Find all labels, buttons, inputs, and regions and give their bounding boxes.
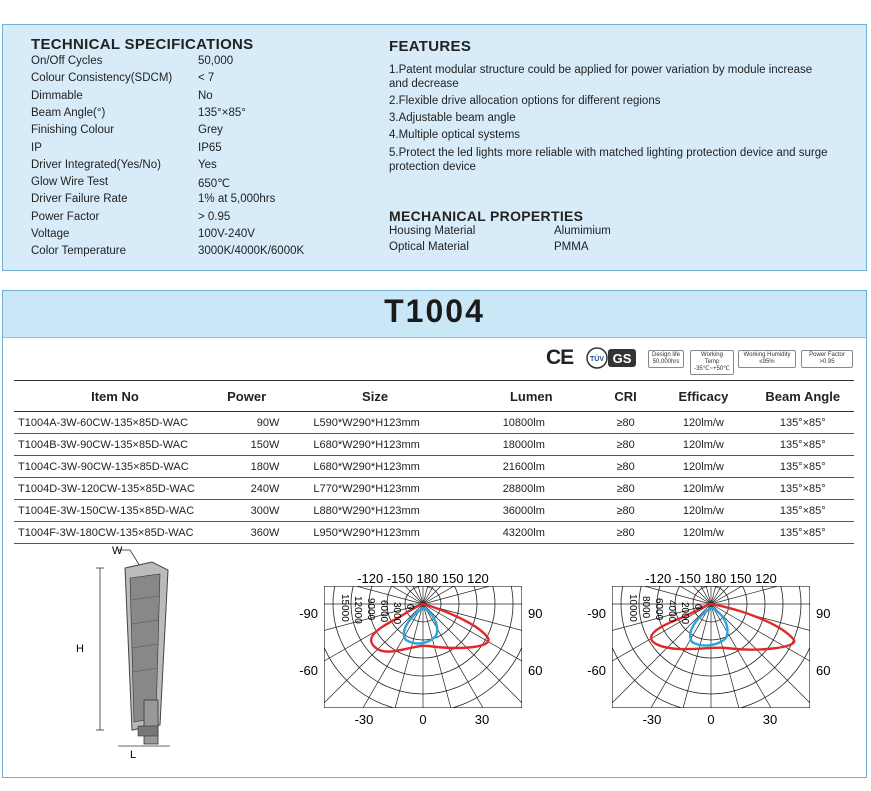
angle-label: 60 <box>816 663 831 678</box>
table-cell: 120lm/w <box>655 456 751 478</box>
spec-value: No <box>198 89 213 102</box>
col-lumen: Lumen <box>468 381 596 412</box>
badge-design-life <box>648 350 684 368</box>
feature-item: 4.Multiple optical systems <box>389 129 521 141</box>
model-title: T1004 <box>384 293 485 329</box>
badge-value: >0.95 <box>819 359 835 365</box>
spec-key: Beam Angle(°) <box>31 106 106 119</box>
ring-label: 6000 <box>653 598 664 621</box>
angle-label: -60 <box>587 663 606 678</box>
feature-item: 5.Protect the led lights more reliable with matched lighting protection device and surge protection device <box>389 147 828 173</box>
table-row <box>14 456 854 478</box>
table-cell: 135°×85° <box>751 522 854 544</box>
spec-value: 100V-240V <box>198 228 255 240</box>
dim-w-label: W <box>112 545 123 557</box>
table-cell: 120lm/w <box>655 500 751 522</box>
spec-key: Driver Failure Rate <box>31 193 128 206</box>
table-cell: 135°×85° <box>751 478 854 500</box>
table-cell: 360W <box>213 522 284 544</box>
mechanical-heading: MECHANICAL PROPERTIES <box>389 208 584 224</box>
table-cell: T1004C-3W-90CW-135×85D-WAC <box>14 456 213 478</box>
table-cell: 18000lm <box>468 434 596 456</box>
polar-diagram-2 <box>576 568 846 733</box>
polar-grid <box>288 568 558 733</box>
angle-label: -30 <box>642 712 662 727</box>
luminaire-drawing <box>70 540 190 762</box>
luminaire-body <box>125 562 168 744</box>
table-cell: 135°×85° <box>751 434 854 456</box>
table-body <box>14 412 854 544</box>
ring-label: 4000 <box>666 600 677 623</box>
table-row <box>14 434 854 456</box>
angle-label: -60 <box>299 663 318 678</box>
table-cell: T1004F-3W-180CW-135×85D-WAC <box>14 522 213 544</box>
mech-value: Alumimium <box>554 225 611 237</box>
table-cell: 21600lm <box>468 456 596 478</box>
table-cell: ≥80 <box>596 500 655 522</box>
spec-key: Driver Integrated(Yes/No) <box>31 158 161 171</box>
spec-value: > 0.95 <box>198 210 231 223</box>
spec-key: Finishing Colour <box>31 124 115 137</box>
angle-label-top: -120 -150 180 150 120 <box>357 571 489 586</box>
col-item-no: Item No <box>14 381 213 412</box>
ring-label: 6000 <box>378 600 389 623</box>
table-cell: 300W <box>213 500 284 522</box>
table-cell: 120lm/w <box>655 412 751 434</box>
table-cell: T1004B-3W-90CW-135×85D-WAC <box>14 434 213 456</box>
spec-panel <box>2 24 867 271</box>
angle-label: 90 <box>528 606 543 621</box>
col-beam-angle: Beam Angle <box>751 381 854 412</box>
spec-key: Power Factor <box>31 210 100 223</box>
angle-label: 60 <box>528 663 543 678</box>
title-bar <box>3 291 866 338</box>
badge-working-humidity <box>738 350 796 368</box>
dim-h-label: H <box>76 643 84 655</box>
polar-grid <box>576 568 846 733</box>
technical-heading: TECHNICAL SPECIFICATIONS <box>31 36 254 53</box>
table-cell: 135°×85° <box>751 412 854 434</box>
col-efficacy: Efficacy <box>655 381 751 412</box>
spec-value: Grey <box>198 124 223 137</box>
spec-value: IP65 <box>198 141 222 154</box>
tuv-gs-icon <box>586 347 638 369</box>
mech-key: Housing Material <box>389 225 476 237</box>
table-cell: 180W <box>213 456 284 478</box>
angle-label: 30 <box>762 712 778 727</box>
spec-key: Color Temperature <box>31 245 127 258</box>
ring-label: 3000 <box>391 602 402 625</box>
table-cell: 36000lm <box>468 500 596 522</box>
ring-label: 10000 <box>627 594 638 622</box>
angle-label: -30 <box>354 712 374 727</box>
col-size: Size <box>283 381 467 412</box>
table-cell: L880*W290*H123mm <box>283 500 467 522</box>
angle-label: 0 <box>707 712 715 727</box>
table-cell: T1004A-3W-60CW-135×85D-WAC <box>14 412 213 434</box>
features-heading: FEATURES <box>389 38 472 55</box>
table-cell: ≥80 <box>596 456 655 478</box>
table-row <box>14 500 854 522</box>
table-cell: L680*W290*H123mm <box>283 456 467 478</box>
angle-label: 90 <box>816 606 831 621</box>
table-cell: L950*W290*H123mm <box>283 522 467 544</box>
spec-key: Glow Wire Test <box>31 176 109 189</box>
spec-value: 1% at 5,000hrs <box>198 193 276 206</box>
col-power: Power <box>213 381 284 412</box>
table-cell: 150W <box>213 434 284 456</box>
table-cell: L590*W290*H123mm <box>283 412 467 434</box>
table-cell: 120lm/w <box>655 478 751 500</box>
product-table <box>14 380 854 544</box>
table-cell: 240W <box>213 478 284 500</box>
badge-power-factor <box>801 350 853 368</box>
angle-label: -90 <box>299 606 318 621</box>
col-cri: CRI <box>596 381 655 412</box>
table-cell: 10800lm <box>468 412 596 434</box>
table-cell: 120lm/w <box>655 522 751 544</box>
ring-label: 2000 <box>679 602 690 625</box>
badge-value: 50,000hrs <box>652 359 680 365</box>
badge-title: Working Humidity <box>743 352 791 358</box>
table-cell: 28800lm <box>468 478 596 500</box>
ring-label: 12000 <box>352 596 363 624</box>
table-cell: ≥80 <box>596 434 655 456</box>
angle-label: 30 <box>474 712 490 727</box>
tuv-gs-logo <box>586 347 638 369</box>
table-cell: ≥80 <box>596 478 655 500</box>
table-cell: 43200lm <box>468 522 596 544</box>
table-header-row <box>14 381 854 412</box>
badge-working-temp <box>690 350 734 375</box>
spec-key: IP <box>31 141 42 154</box>
table-cell: 120lm/w <box>655 434 751 456</box>
angle-label-top: -120 -150 180 150 120 <box>645 571 777 586</box>
gs-text: GS <box>612 351 632 366</box>
table-cell: 135°×85° <box>751 500 854 522</box>
feature-item: 2.Flexible drive allocation options for different regions <box>389 95 661 107</box>
table-cell: ≥80 <box>596 522 655 544</box>
feature-item: 1.Patent modular structure could be applied for power variation by module increase and decrease <box>389 64 813 90</box>
mech-row <box>389 241 589 253</box>
dim-l-label: L <box>130 749 137 761</box>
ring-label: 15000 <box>339 594 350 622</box>
ring-label: 0 <box>404 604 415 610</box>
feature-item: 3.Adjustable beam angle <box>389 112 516 124</box>
table-row <box>14 412 854 434</box>
spec-value: 650℃ <box>198 178 231 191</box>
polar-diagram-1 <box>288 568 558 733</box>
ring-label: 8000 <box>640 596 651 619</box>
badge-title: Power Factor <box>809 352 845 358</box>
table-cell: T1004E-3W-150CW-135×85D-WAC <box>14 500 213 522</box>
mech-key: Optical Material <box>389 241 469 253</box>
ring-label: 9000 <box>365 598 376 621</box>
spec-value: 3000K/4000K/6000K <box>198 245 305 258</box>
table-cell: 90W <box>213 412 284 434</box>
spec-key: Colour Consistency(SDCM) <box>31 72 173 85</box>
badge-title: Working Temp <box>701 352 723 365</box>
table-cell: L770*W290*H123mm <box>283 478 467 500</box>
angle-label: 0 <box>419 712 427 727</box>
tuv-text: TÜV <box>590 356 604 363</box>
table-cell: T1004D-3W-120CW-135×85D-WAC <box>14 478 213 500</box>
angle-label: -90 <box>587 606 606 621</box>
table-cell: L680*W290*H123mm <box>283 434 467 456</box>
spec-key: Voltage <box>31 228 70 240</box>
mech-value: PMMA <box>554 241 589 253</box>
table-cell: ≥80 <box>596 412 655 434</box>
badge-title: Design life <box>651 352 680 358</box>
table-cell: 135°×85° <box>751 456 854 478</box>
ring-label: 0 <box>692 604 703 610</box>
ce-icon: CE <box>546 346 574 369</box>
spec-value: 135°×85° <box>198 106 246 119</box>
spec-value: 50,000 <box>198 55 234 67</box>
spec-key: Dimmable <box>31 89 83 102</box>
badge-value: -35℃~+50℃ <box>694 366 730 372</box>
badge-value: ≤95% <box>759 359 775 365</box>
spec-value: Yes <box>198 158 217 171</box>
table-row <box>14 478 854 500</box>
spec-value: < 7 <box>198 72 215 85</box>
mech-row <box>389 225 611 237</box>
spec-key: On/Off Cycles <box>31 55 103 67</box>
